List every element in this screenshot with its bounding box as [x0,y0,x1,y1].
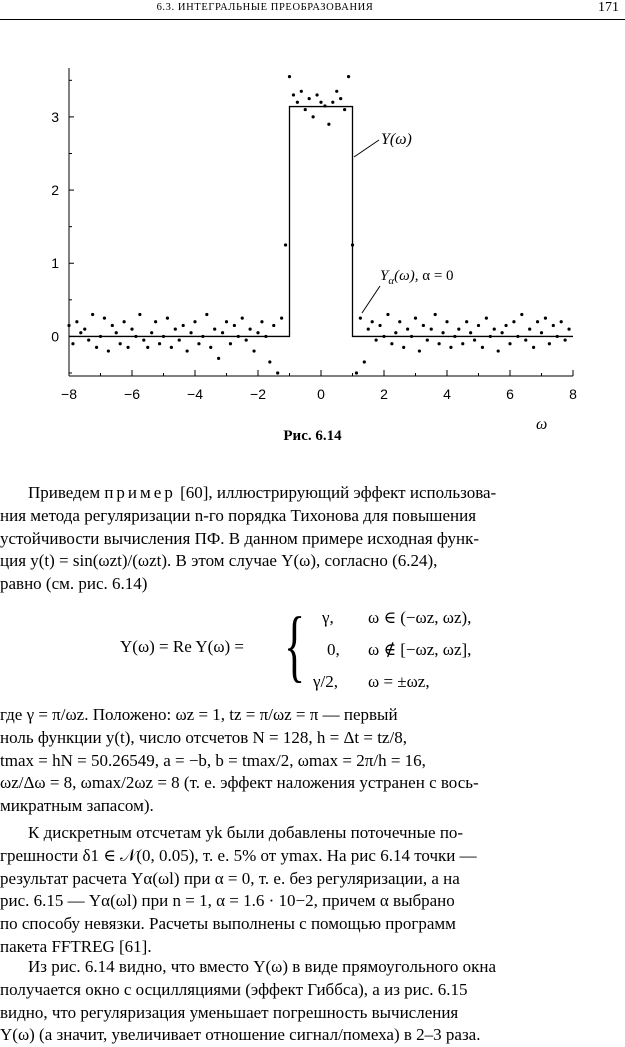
para4-line-2: получается окно с осцилляциями (эффект Гиббса), а из рис. 6.15 [0,979,468,999]
data-point-Yalpha [252,349,255,352]
data-point-Yalpha [249,327,252,330]
data-point-Yalpha [115,331,118,334]
label-Yalpha-leader [362,286,380,313]
data-point-Yalpha [532,346,535,349]
data-point-Yalpha [422,324,425,327]
para3-line-6: пакета FFTREG [61]. [0,936,152,956]
data-point-Yalpha [260,320,263,323]
data-point-Yalpha [126,346,129,349]
data-point-Yalpha [398,320,401,323]
page-number: 171 [598,0,619,15]
para1-line-2: ния метода регуляризации n-го порядка Тихонова для повышения [0,505,477,525]
para2-line-3: tmax = hN = 50.26549, a = −b, b = tmax/2, ωmax = 2π/h = 16, [0,750,426,770]
data-point-Yalpha [134,335,137,338]
data-point-Yalpha [473,338,476,341]
data-point-Yalpha [276,371,279,374]
data-point-Yalpha [406,327,409,330]
data-point-Yalpha [504,324,507,327]
data-point-Yalpha [103,317,106,320]
data-point-Yalpha [233,324,236,327]
data-point-Yalpha [410,335,413,338]
data-point-Yalpha [83,327,86,330]
equation-brace: { [284,602,306,690]
data-point-Yalpha [343,108,346,111]
label-Yalpha-omega: $Y_\alpha(\omega)$, α = 0 [380,268,454,287]
data-point-Yalpha [493,327,496,330]
data-point-Yalpha [512,320,515,323]
data-point-Yalpha [540,331,543,334]
x-tick-label: 0 [317,386,325,402]
data-point-Yalpha [91,313,94,316]
x-tick-label: 6 [506,386,514,402]
data-point-Yalpha [189,331,192,334]
chart-series [67,75,573,375]
para1-line-1c: [60], иллюстрирующий эффект использова- [175,483,497,502]
data-point-Yalpha [256,331,259,334]
data-point-Yalpha [520,313,523,316]
data-point-Yalpha [67,324,70,327]
data-point-Yalpha [560,320,563,323]
para1-line-5: равно (см. рис. 6.14) [0,574,148,594]
data-point-Yalpha [485,317,488,320]
data-point-Yalpha [390,342,393,345]
data-point-Yalpha [178,338,181,341]
data-point-Yalpha [438,342,441,345]
data-point-Yalpha [87,338,90,341]
data-point-Yalpha [319,101,322,104]
data-point-Yalpha [213,327,216,330]
data-point-Yalpha [556,335,559,338]
data-point-Yalpha [335,90,338,93]
running-title: 6.3. ИНТЕГРАЛЬНЫЕ ПРЕОБРАЗОВАНИЯ [156,2,374,13]
data-point-Yalpha [414,317,417,320]
x-tick-label: −2 [250,386,266,402]
data-point-Yalpha [418,349,421,352]
data-point-Yalpha [382,335,385,338]
data-point-Yalpha [516,335,519,338]
data-point-Yalpha [508,342,511,345]
case-2-value: 0, [327,640,340,659]
data-point-Yalpha [138,313,141,316]
data-point-Yalpha [158,342,161,345]
data-point-Yalpha [477,324,480,327]
data-point-Yalpha [292,93,295,96]
data-point-Yalpha [564,338,567,341]
data-point-Yalpha [375,338,378,341]
data-point-Yalpha [217,357,220,360]
data-point-Yalpha [363,360,366,363]
data-point-Yalpha [355,371,358,374]
data-point-Yalpha [229,342,232,345]
figure-caption: Рис. 6.14 [283,428,342,444]
data-point-Yalpha [107,349,110,352]
data-point-Yalpha [430,327,433,330]
data-point-Yalpha [205,313,208,316]
data-point-Yalpha [166,317,169,320]
x-tick-label: −8 [61,386,77,402]
data-point-Yalpha [209,346,212,349]
data-point-Yalpha [130,327,133,330]
series-Y-omega-line [69,107,573,337]
data-point-Yalpha [367,327,370,330]
para3-line-5: по способу невязки. Расчеты выполнены с помощью программ [0,914,456,934]
data-point-Yalpha [245,338,248,341]
data-point-Yalpha [441,331,444,334]
para4-line-1: Из рис. 6.14 видно, что вместо Y(ω) в виде прямоугольного окна [28,957,496,976]
label-Y-leader [354,140,379,157]
x-tick-label: −6 [124,386,140,402]
case-3-value: γ/2, [313,672,338,691]
para4-line-4: Y(ω) (а значит, увеличивает отношение сигнал/помеха) в 2–3 раза. [0,1025,481,1045]
data-point-Yalpha [347,75,350,78]
data-point-Yalpha [434,313,437,316]
data-point-Yalpha [465,320,468,323]
equation-lhs: Y(ω) = Re Y(ω) = [120,637,245,656]
data-point-Yalpha [174,327,177,330]
data-point-Yalpha [119,342,122,345]
data-point-Yalpha [304,108,307,111]
data-point-Yalpha [170,346,173,349]
para1-line-1a: Приведем [28,483,105,502]
data-point-Yalpha [99,335,102,338]
data-point-Yalpha [182,324,185,327]
data-point-Yalpha [469,331,472,334]
paragraph-1 [0,482,625,596]
data-point-Yalpha [339,97,342,100]
data-point-Yalpha [359,317,362,320]
para2-line-2: ноль функции y(t), число отсчетов N = 128, h = Δt = tz/8, [0,727,407,747]
para1-line-3: устойчивости вычисления ПФ. В данном примере исходная функ- [0,528,480,548]
data-point-Yalpha [308,97,311,100]
data-point-Yalpha [386,313,389,316]
para3-line-4: рис. 6.15 — Yα(ωl) при n = 1, α = 1.6 · 10−2, причем α выбрано [0,891,455,911]
data-point-Yalpha [146,346,149,349]
data-point-Yalpha [111,324,114,327]
label-Y-omega: Y(ω) [381,131,412,148]
data-point-Yalpha [323,104,326,107]
para4-line-3: видно, что регуляризация уменьшает погрешность вычисления [0,1002,459,1022]
data-point-Yalpha [186,349,189,352]
data-point-Yalpha [75,320,78,323]
data-point-Yalpha [237,335,240,338]
para2-line-4: ωz/Δω = 8, ωmax/2ωz = 8 (т. е. эффект наложения устранен с вось- [0,773,479,793]
data-point-Yalpha [268,360,271,363]
data-point-Yalpha [315,93,318,96]
y-tick-label: 2 [51,182,59,199]
data-point-Yalpha [312,115,315,118]
data-point-Yalpha [524,338,527,341]
para1-line-1b: пример [104,483,176,502]
data-point-Yalpha [280,317,283,320]
data-point-Yalpha [272,324,275,327]
x-tick-label: 2 [380,386,388,402]
data-point-Yalpha [95,346,98,349]
data-point-Yalpha [544,317,547,320]
data-point-Yalpha [193,320,196,323]
x-axis-label: ω [536,416,548,433]
paragraph-3 [0,822,625,959]
data-point-Yalpha [445,320,448,323]
para1-line-1 [0,482,625,505]
data-point-Yalpha [296,101,299,104]
y-tick-label: 0 [51,328,59,345]
data-point-Yalpha [225,320,228,323]
para2-line-5: микратным запасом). [0,796,154,816]
para3-line-1: К дискретным отсчетам yk были добавлены поточечные по- [28,823,464,842]
para3-line-3: результат расчета Yα(ωl) при α = 0, т. е. без регуляризации, а на [0,868,460,888]
data-point-Yalpha [197,342,200,345]
data-point-Yalpha [457,327,460,330]
data-point-Yalpha [501,331,504,334]
data-point-Yalpha [548,342,551,345]
data-point-Yalpha [221,331,224,334]
data-point-Yalpha [528,327,531,330]
data-point-Yalpha [371,320,374,323]
data-point-Yalpha [394,331,397,334]
data-point-Yalpha [150,331,153,334]
x-tick-label: 4 [443,386,451,402]
case-1-condition: ω ∈ (−ωz, ωz), [368,608,472,627]
data-point-Yalpha [497,349,500,352]
figure-chart [0,20,625,433]
paragraph-4 [0,956,625,1047]
data-point-Yalpha [264,335,267,338]
case-1-value: γ, [322,608,334,627]
data-point-Yalpha [461,342,464,345]
data-point-Yalpha [71,342,74,345]
para3-line-2: грешности δ1 ∈ 𝒩(0, 0.05), т. е. 5% от ymax. На рис 6.14 точки — [0,845,477,865]
page-header [0,0,625,20]
y-tick-label: 3 [51,108,59,125]
case-3-condition: ω = ±ωz, [368,672,430,691]
data-point-Yalpha [327,123,330,126]
y-tick-label: 1 [51,255,59,272]
data-point-Yalpha [489,335,492,338]
x-tick-label: 8 [569,386,577,402]
data-point-Yalpha [331,101,334,104]
data-point-Yalpha [300,90,303,93]
case-2-condition: ω ∉ [−ωz, ωz], [368,640,472,659]
data-point-Yalpha [402,346,405,349]
data-point-Yalpha [567,327,570,330]
data-point-Yalpha [536,320,539,323]
data-point-Yalpha [79,331,82,334]
data-point-Yalpha [288,75,291,78]
data-point-Yalpha [201,335,204,338]
data-point-Yalpha [162,335,165,338]
data-point-Yalpha [378,324,381,327]
paragraph-2 [0,704,625,818]
data-point-Yalpha [552,324,555,327]
data-point-Yalpha [351,243,354,246]
data-point-Yalpha [449,346,452,349]
para1-line-4: ция y(t) = sin(ωzt)/(ωzt). В этом случае Y(ω), согласно (6.24), [0,551,438,571]
x-tick-label: −4 [187,386,203,402]
data-point-Yalpha [123,320,126,323]
data-point-Yalpha [154,320,157,323]
data-point-Yalpha [241,317,244,320]
para2-line-1: где γ = π/ωz. Положено: ωz = 1, tz = π/ωz = π — первый [0,705,398,724]
equation-block [0,604,625,694]
data-point-Yalpha [481,346,484,349]
data-point-Yalpha [453,335,456,338]
data-point-Yalpha [426,338,429,341]
data-point-Yalpha [284,243,287,246]
data-point-Yalpha [142,338,145,341]
